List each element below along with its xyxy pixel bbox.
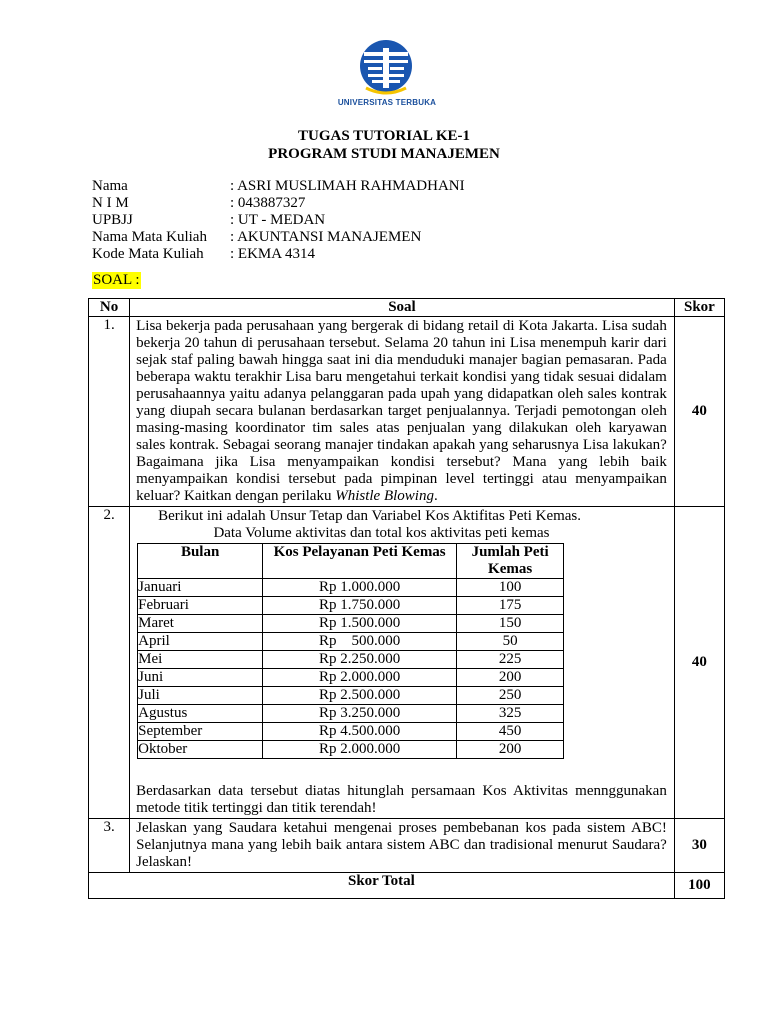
row-jumlah: 50 (457, 633, 564, 651)
row-jumlah: 250 (457, 687, 564, 705)
data-table (137, 543, 564, 759)
question-table (88, 298, 725, 899)
data-table-header (138, 544, 564, 579)
row-bulan: Oktober (138, 741, 263, 759)
row-kos: Rp 2.000.000 (263, 669, 457, 687)
row-jumlah: 150 (457, 615, 564, 633)
question-text-cell (130, 507, 675, 819)
question-score: 30 (674, 819, 724, 873)
total-score: 100 (674, 873, 724, 899)
row-bulan: Januari (138, 579, 263, 597)
question-italic: Whistle Blowing (335, 488, 434, 504)
student-info (92, 178, 465, 263)
question-number: 3. (89, 819, 130, 873)
info-label: Nama Mata Kuliah (92, 229, 207, 245)
question-intro: Berikut ini adalah Unsur Tetap dan Variabel Kos Aktifitas Peti Kemas. (158, 508, 582, 524)
row-kos: Rp 2.500.000 (263, 687, 457, 705)
col-bulan: Bulan (138, 544, 263, 579)
info-label: Nama (92, 178, 128, 194)
row-jumlah: 200 (457, 741, 564, 759)
col-jumlah: Jumlah Peti Kemas (457, 544, 564, 579)
question-text-cell (130, 317, 675, 507)
question-row-2 (89, 507, 725, 819)
total-row (89, 873, 725, 899)
info-value: : 043887327 (230, 195, 306, 211)
question-instruction: Berdasarkan data tersebut diatas hitunglah persamaan Kos Aktivitas mennggunakan metode titik tertinggi dan titik terendah! (136, 783, 667, 816)
info-value: : EKMA 4314 (230, 246, 316, 262)
question-score: 40 (674, 507, 724, 819)
col-kos: Kos Pelayanan Peti Kemas (263, 544, 457, 579)
question-end: . (433, 488, 438, 504)
program-title: PROGRAM STUDI MANAJEMEN (268, 146, 500, 162)
info-row-upbjj (92, 212, 465, 229)
question-text-cell (130, 819, 675, 873)
data-table-body (138, 579, 564, 759)
document-title: TUGAS TUTORIAL KE-1 (298, 128, 470, 144)
question-row-3 (89, 819, 725, 873)
question-number: 1. (89, 317, 130, 507)
row-jumlah: 100 (457, 579, 564, 597)
row-bulan: Maret (138, 615, 263, 633)
info-row-mata-kuliah (92, 229, 465, 246)
row-bulan: April (138, 633, 263, 651)
row-kos: Rp 1.500.000 (263, 615, 457, 633)
question-row-1 (89, 317, 725, 507)
info-label: N I M (92, 195, 129, 211)
data-table-row (138, 597, 564, 615)
data-table-row (138, 687, 564, 705)
row-bulan: Mei (138, 651, 263, 669)
data-table-row (138, 705, 564, 723)
row-bulan: Agustus (138, 705, 263, 723)
logo-caption: UNIVERSITAS TERBUKA (337, 98, 437, 107)
row-kos: Rp 500.000 (263, 633, 457, 651)
info-value: : AKUNTANSI MANAJEMEN (230, 229, 422, 245)
data-table-row (138, 615, 564, 633)
header-soal: Soal (130, 299, 675, 317)
row-kos: Rp 2.000.000 (263, 741, 457, 759)
row-kos: Rp 1.750.000 (263, 597, 457, 615)
row-bulan: Juni (138, 669, 263, 687)
data-table-row (138, 741, 564, 759)
row-bulan: September (138, 723, 263, 741)
data-table-row (138, 723, 564, 741)
row-jumlah: 325 (457, 705, 564, 723)
data-table-row (138, 651, 564, 669)
row-kos: Rp 4.500.000 (263, 723, 457, 741)
question-number: 2. (89, 507, 130, 819)
question-text: Jelaskan yang Saudara ketahui mengenai proses pembebanan kos pada sistem ABC! Selanjutnya mana yang lebih baik antara sistem ABC dan tradisional menurut Saudara? Jelaskan! (136, 820, 667, 870)
total-label: Skor Total (89, 873, 675, 899)
info-value: : UT - MEDAN (230, 212, 326, 228)
data-table-row (138, 633, 564, 651)
row-kos: Rp 3.250.000 (263, 705, 457, 723)
info-label: Kode Mata Kuliah (92, 246, 204, 262)
soal-heading: SOAL : (93, 272, 140, 288)
info-row-nama (92, 178, 465, 195)
row-kos: Rp 1.000.000 (263, 579, 457, 597)
question-text (130, 317, 674, 506)
header-no: No (89, 299, 130, 317)
row-jumlah: 200 (457, 669, 564, 687)
header-skor: Skor (674, 299, 724, 317)
row-kos: Rp 2.250.000 (263, 651, 457, 669)
data-table-row (138, 669, 564, 687)
row-jumlah: 225 (457, 651, 564, 669)
row-jumlah: 175 (457, 597, 564, 615)
data-table-caption: Data Volume aktivitas dan total kos aktivitas peti kemas (213, 525, 550, 541)
row-bulan: Februari (138, 597, 263, 615)
question-content (130, 507, 674, 818)
info-row-nim (92, 195, 465, 212)
row-bulan: Juli (138, 687, 263, 705)
info-label: UPBJJ (92, 212, 133, 228)
question-score: 40 (674, 317, 724, 507)
row-jumlah: 450 (457, 723, 564, 741)
info-value: : ASRI MUSLIMAH RAHMADHANI (230, 178, 465, 194)
data-table-row (138, 579, 564, 597)
question-body: Lisa bekerja pada perusahaan yang bergerak di bidang retail di Kota Jakarta. Lisa sudah bekerja 20 tahun di perusahaan tersebut. Selama 20 tahun ini Lisa menempuh karir dari sejak staf paling bawah hingga saat ini dia menduduki manajer bagian pemasaran. Pada beberapa waktu terakhir Lisa baru mengetahui terkait kondisi yang tidak sesuai didalam perusahaannya yaitu adanya pelanggaran pada upah yang didapatkan oleh sales kontrak yang diupah secara bulanan berdasarkan target penjualannya. Terjadi pemotongan oleh masing-masing koordinator tim sales atas penjualan yang dilakukan oleh karyawan sales kontrak. Sebagai seorang manajer tindakan apakah yang seharusnya Lisa lakukan? Bagaimana jika Lisa menyampaikan kondisi tersebut? Mana yang lebih baik menyampaikan kondisi tersebut pada pimpinan level tertinggi atau menyampaikan keluar? Kaitkan dengan perilaku (136, 318, 667, 504)
info-row-kode (92, 246, 465, 263)
table-header-row (89, 299, 725, 317)
